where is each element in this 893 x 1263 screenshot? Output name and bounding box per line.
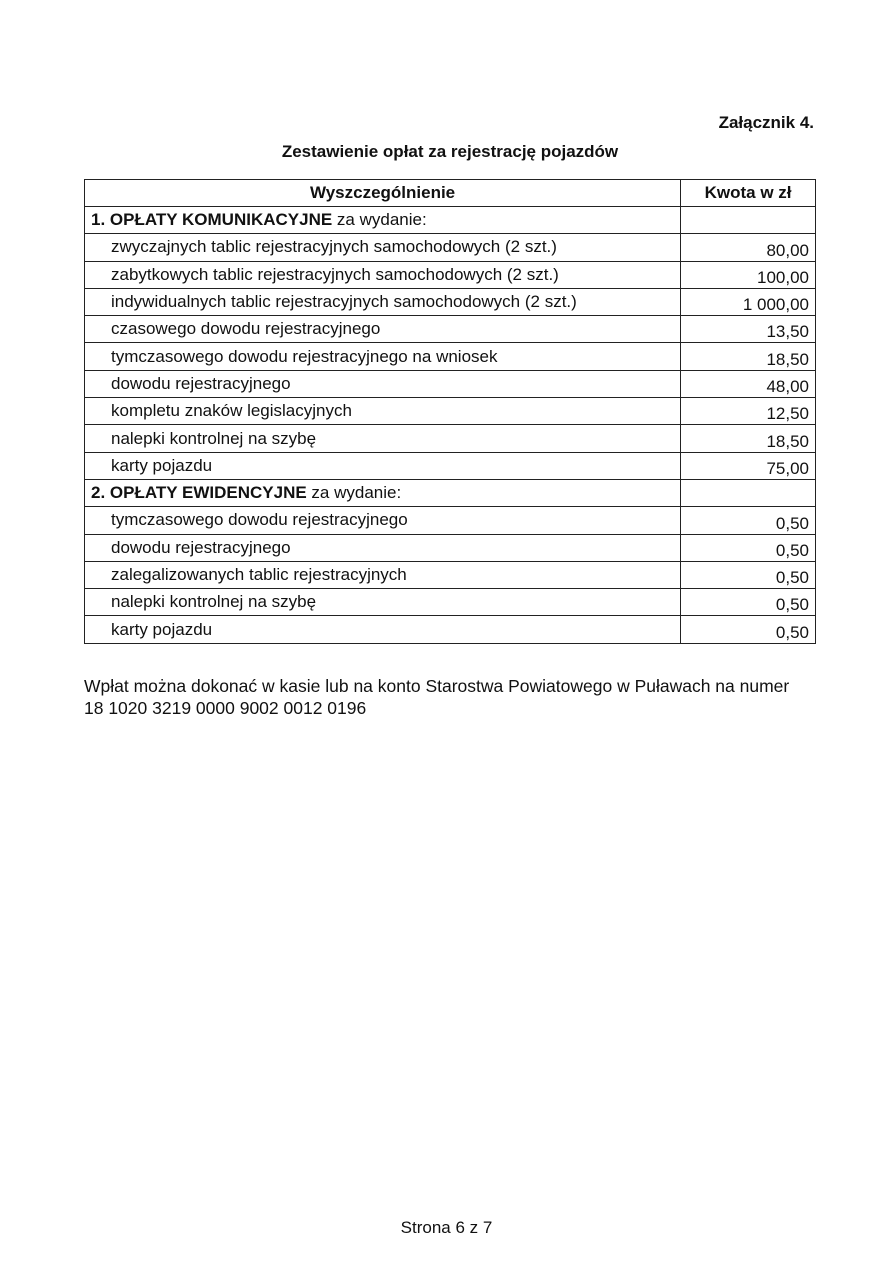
row-description: zalegalizowanych tablic rejestracyjnych xyxy=(85,561,681,588)
table-row xyxy=(85,589,816,616)
row-description: indywidualnych tablic rejestracyjnych samochodowych (2 szt.) xyxy=(85,288,681,315)
document-title: Zestawienie opłat za rejestrację pojazdów xyxy=(281,142,619,161)
table-row xyxy=(85,343,816,370)
row-amount: 100,00 xyxy=(681,261,816,288)
table-row xyxy=(85,507,816,534)
row-amount: 12,50 xyxy=(681,398,816,425)
page-number: Strona 6 z 7 xyxy=(400,1218,493,1237)
section-cell xyxy=(85,479,681,506)
attachment-label: Załącznik 4. xyxy=(718,113,814,132)
section-amount-cell xyxy=(681,479,816,506)
row-amount: 0,50 xyxy=(681,589,816,616)
table-row xyxy=(85,316,816,343)
table-row xyxy=(85,234,816,261)
section-row xyxy=(85,479,816,506)
table-row xyxy=(85,261,816,288)
section-title: 2. OPŁATY EWIDENCYJNE xyxy=(91,483,307,503)
table-row xyxy=(85,288,816,315)
payment-note xyxy=(84,675,824,719)
row-amount: 1 000,00 xyxy=(681,288,816,315)
row-description: zabytkowych tablic rejestracyjnych samochodowych (2 szt.) xyxy=(85,261,681,288)
row-description: nalepki kontrolnej na szybę xyxy=(85,425,681,452)
table-row xyxy=(85,534,816,561)
row-amount: 75,00 xyxy=(681,452,816,479)
row-description: nalepki kontrolnej na szybę xyxy=(85,589,681,616)
table-row xyxy=(85,616,816,643)
row-description: karty pojazdu xyxy=(85,616,681,643)
table-row xyxy=(85,398,816,425)
fees-table xyxy=(84,179,816,644)
table-row xyxy=(85,370,816,397)
section-row xyxy=(85,207,816,234)
row-amount: 0,50 xyxy=(681,534,816,561)
table-row xyxy=(85,425,816,452)
bank-account-number: 18 1020 3219 0000 9002 0012 0196 xyxy=(84,698,367,718)
row-description: dowodu rejestracyjnego xyxy=(85,370,681,397)
section-cell xyxy=(85,207,681,234)
section-suffix: za wydanie: xyxy=(306,483,402,503)
column-header-description: Wyszczególnienie xyxy=(85,180,681,207)
table-row xyxy=(85,561,816,588)
payment-note-text: Wpłat można dokonać w kasie lub na konto Starostwa Powiatowego w Puławach na numer xyxy=(84,676,790,696)
table-row xyxy=(85,452,816,479)
row-description: czasowego dowodu rejestracyjnego xyxy=(85,316,681,343)
row-amount: 0,50 xyxy=(681,616,816,643)
table-header-row xyxy=(85,180,816,207)
row-amount: 13,50 xyxy=(681,316,816,343)
row-description: karty pojazdu xyxy=(85,452,681,479)
row-description: dowodu rejestracyjnego xyxy=(85,534,681,561)
row-amount: 18,50 xyxy=(681,425,816,452)
row-amount: 0,50 xyxy=(681,561,816,588)
row-description: kompletu znaków legislacyjnych xyxy=(85,398,681,425)
row-description: tymczasowego dowodu rejestracyjnego xyxy=(85,507,681,534)
row-description: zwyczajnych tablic rejestracyjnych samochodowych (2 szt.) xyxy=(85,234,681,261)
row-amount: 18,50 xyxy=(681,343,816,370)
section-suffix: za wydanie: xyxy=(332,210,427,230)
section-amount-cell xyxy=(681,207,816,234)
row-amount: 0,50 xyxy=(681,507,816,534)
column-header-amount: Kwota w zł xyxy=(681,180,816,207)
row-amount: 48,00 xyxy=(681,370,816,397)
row-description: tymczasowego dowodu rejestracyjnego na wniosek xyxy=(85,343,681,370)
section-title: 1. OPŁATY KOMUNIKACYJNE xyxy=(91,210,333,230)
row-amount: 80,00 xyxy=(681,234,816,261)
